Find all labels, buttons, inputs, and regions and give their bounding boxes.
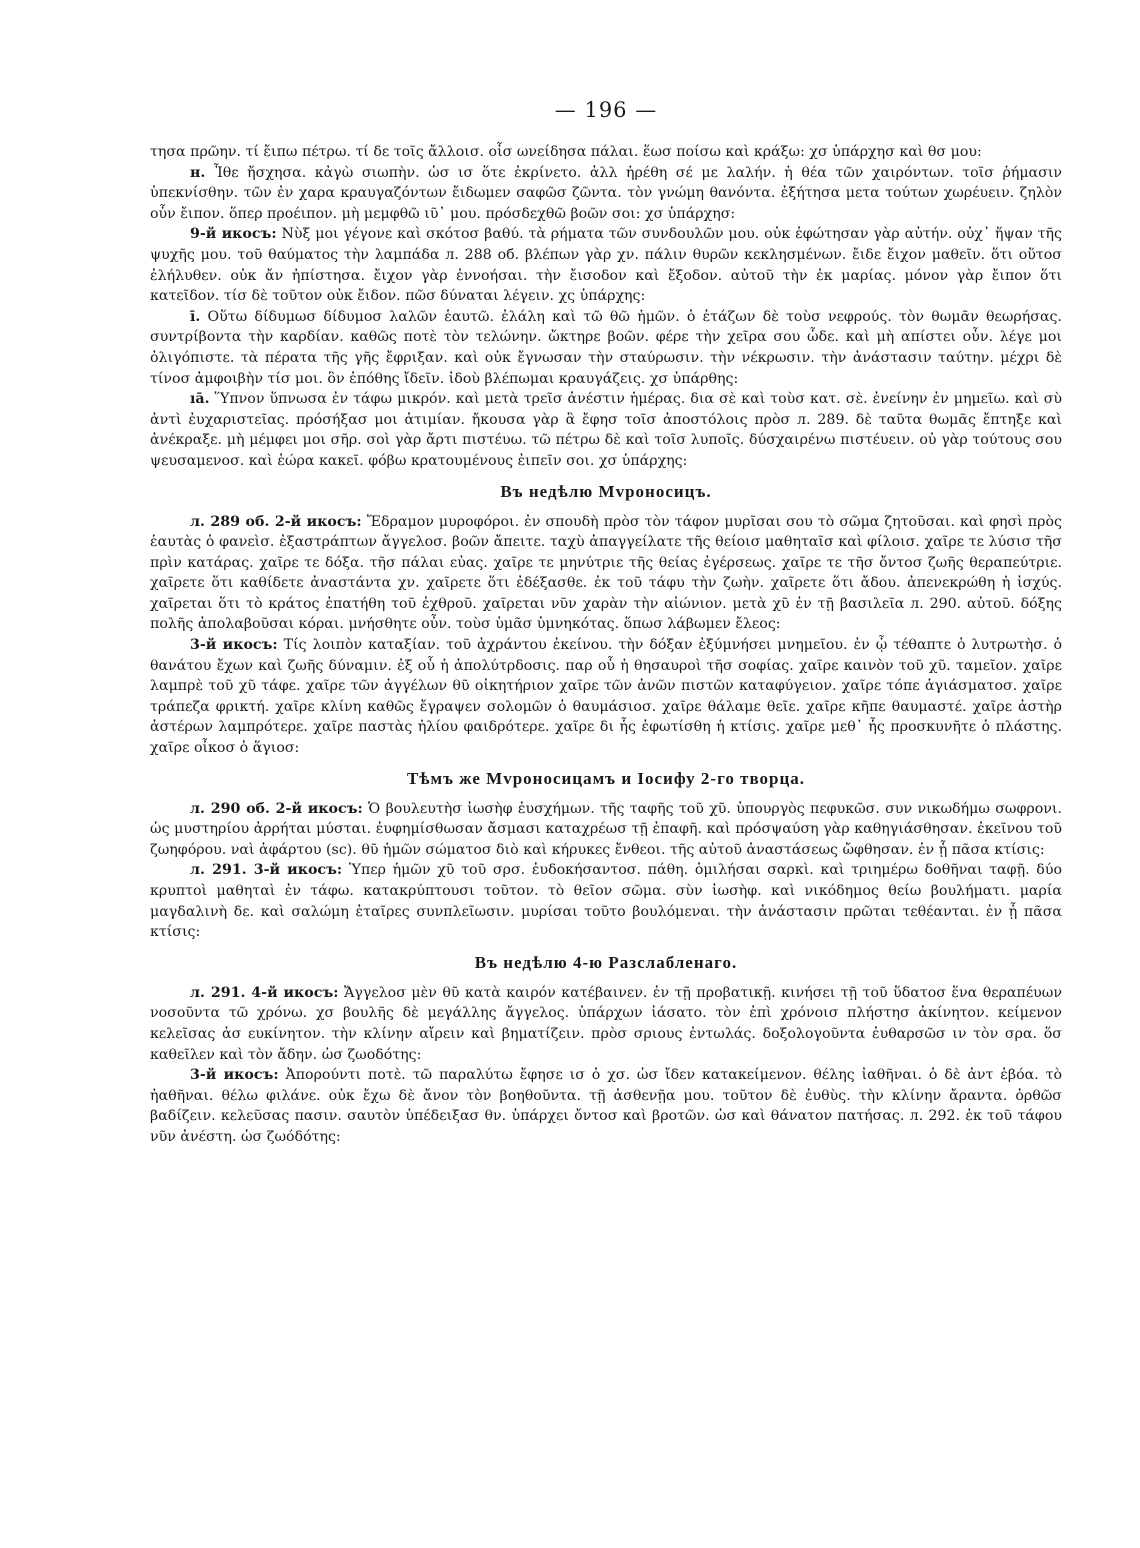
- paragraph-text: Ἄγγελοσ μὲν θῦ κατὰ καιρόν κατέβαινεν. ἐν τῇ προβατικῇ. κινήσει τῇ τοῦ ὕδατοσ ἕνα θεραπέυων νοσοῦντα τῶ χρόνω. χσ βουλῆς δὲ μεγάλλης ἄγγελος. ὑπάρχων ἰάσατο. τὸν ἐπὶ χρόνοισ πλήστησ ἀκίνητον. κείμενον κελεῖσας ἀσ ευκίνητον. τὴν κλίνην αἴρειν καὶ βηματίζειν. πρὸσ σριους ἐντωλάς. δοξολογοῦντα ἐυθαρσῶσ ιν τὸν σρα. ὅσ καθεῖλεν καὶ τὸν ἄδην. ὡσ ζωοδότης:: [150, 984, 1062, 1063]
- paragraph-lead: л. 291. 3-й икосъ:: [190, 862, 343, 879]
- paragraph-text: Ὑπερ ἡμῶν χῦ τοῦ σρσ. ἐυδοκήσαντοσ. πάθη. ὁμιλήσαι σαρκὶ. καὶ τριημέρω δοθῆναι ταφῇ. δύο κρυπτοὶ μαθηταὶ ἐν τάφω. κατακρύπτουσι τοῦτον. τὸ θεῖον σῶμα. σὺν ἰωσὴφ. καὶ νικόδημος θείω βουλήματι. μαρία μαγδαλινὴ δε. καὶ σαλώμη ἑταῖρες συνπλεῖωσιν. μυρίσαι τοῦτο βουλόμεναι. τὴν ἀνάστασιν πρῶται τεθέανται. ἐν ᾗ πᾶσα κτίσις:: [150, 862, 1062, 941]
- paragraph-9: [150, 860, 1062, 942]
- paragraph-lead: н.: [190, 164, 206, 181]
- section-heading-paralytic: Въ недѣлю 4-ю Разслабленаго.: [474, 952, 738, 972]
- paragraph-10: [150, 983, 1062, 1065]
- paragraph-lead: 3-й икосъ:: [190, 637, 278, 654]
- paragraph-3: [150, 224, 1062, 306]
- paragraph-text: Ἀπορούντι ποτὲ. τῶ παραλύτω ἔφησε ισ ὁ χσ. ὡσ ἴδεν κατακείμενον. θέλης ἰαθῆναι. ὁ δὲ ἀντ ἐβόα. τὸ ἠαθῆναι. θέλω φιλάνε. οὐκ ἔχω δὲ ἄνον τὸν βοηθοῦντα. τῇ ἀσθενῇα μου. τοῦτον δὲ ἐυθὺς. τὴν κλίνην ἄραντα. ὀρθῶσ βαδίζειν. κελεῦσας πασιν. σαυτὸν ὑπέδειξασ θν. ὑπάρχει ὄντοσ καὶ βροτῶν. ὡσ καὶ θάνατον πατήσας. л. 292. ἐκ τοῦ τάφου νῦν ἀνέστη. ὡσ ζωόδότης:: [150, 1067, 1062, 1145]
- paragraph-text: Ὁ βουλευτὴσ ἰωσὴφ ἐυσχήμων. τῆς ταφῆς τοῦ χῦ. ὑπουργὸς πεφυκῶσ. συν νικωδήμω σωφρονι. ὡς μυστηρίου ἀρρήται μύσται. ἐυφημίσθωσαν ἄσμασι καταχρέωσ τῇ ἐπαφῆ. καὶ πρόσψαύση γὰρ καθηγιάσθησαν. ἐκεῖνου τοῦ ζωηφόρου. ναὶ ἀφάρτου (sc). θῦ ἡμῶν σώματοσ διὸ καὶ κήρυκες ἔνθεοι. τῆς αὐτοῦ ἀναστάσεως ὤφθησαν. ἐν ᾗ πᾶσα κτίσις:: [150, 800, 1062, 858]
- section-heading-joseph: Тѣмъ же Мvроносицамъ и Іосифу 2-го творца.: [406, 768, 806, 788]
- paragraph-lead: л. 290 об. 2-й икосъ:: [190, 800, 363, 817]
- paragraph-text: Τίς λοιπὸν καταξίαν. τοῦ ἀχράντου ἐκείνου. τὴν δόξαν ἐξύμνήσει μνημεῖου. ἐν ᾧ τέθαπτε ὁ λυτρωτὴσ. ὁ θανάτου ἔχων καὶ ζωῆς δύναμιν. ἐξ οὗ ἡ ἀπολύτρδοσις. παρ οὗ ἡ θησαυροὶ τῆσ σοφίας. χαῖρε καινὸν τοῦ χῦ. ταμεῖον. χαῖρε λαμπρὲ τοῦ χῦ τάφε. χαῖρε τῶν ἀγγέλων θῦ οἰκητήριον χαῖρε τῶν ἀνῶν πιστῶν καταφύγειον. χαῖρε τόπε ἁγιάσματοσ. χαῖρε τράπεζα φρικτή. χαῖρε κλίνη καθῶς ἔγραψεν σολομῶν ὁ θαυμάσιοσ. χαῖρε θάλαμε θεῖε. χαῖρε κῆπε θαυμαστέ. χαῖρε ἀστὴρ ἀστέρων λαμπρότερε. χαῖρε παστὰς ἡλίου φαιδρότερε. χαῖρε δι ἧς ἐφωτίσθη ἡ κτίσις. χαῖρε μεθ᾿ ἧς προσκυνῆτε ὁ πλάστης. χαῖρε οἶκοσ ὁ ἅγιοσ:: [150, 637, 1062, 757]
- paragraph-lead: ıā.: [190, 391, 210, 408]
- paragraph-text: Οὕτω δίδυμωσ δίδυμοσ λαλῶν ἑαυτῶ. ἐλάλη καὶ τῶ θῶ ἡμῶν. ὁ ἐτάζων δὲ τοὺσ νεφρούς. τὸν θωμᾶν θεωρήσας. συντρίβοντα τὴν καρδίαν. καθῶς ποτὲ τὸν τελώνην. ὤκτηρε βοῶν. φέρε τὴν χεῖρα σου ὧδε. καὶ μὴ απίστει οὖν. λέγε μοι ὀλιγόπιστε. τὰ πέρατα τῆς γῆς ἔφριξαν. καὶ οὐκ ἔγνωσαν τὴν σταύρωσιν. τὴν νέκρωσιν. τὴν ἀνάστασιν ταύτην. μέχρι δὲ τίνοσ ἀμφοιβὴν τίσ μοι. ὃν ἐπόθης ἴδεῖν. ἰδοὺ βλέπωμαι κραυγάζεις. χσ ὑπάρθης:: [150, 308, 1062, 387]
- paragraph-6: [150, 512, 1062, 636]
- paragraph-text: τησα πρῶην. τί ἔιπω πέτρω. τί δε τοῖς ἄλλοισ. οἷσ ωνείδησα πάλαι. ἕωσ ποίσω καὶ κράξω: χσ ὑπάρχησ καὶ θσ μου:: [150, 144, 982, 160]
- paragraph-2: [150, 163, 1062, 225]
- paragraph-text: Ὕπνον ὕπνωσα ἐν τάφω μικρόν. καὶ μετὰ τρεῖσ ἀνέστιν ἡμέρας. δια σὲ καὶ τοὺσ κατ. σὲ. ἐνείνην ἐν μημεῖω. καὶ σὺ ἀντὶ ἐυχαριστεῖας. πρόσήξασ μοι ἀτιμίαν. ἤκουσα γὰρ ἃ ἔφησ τοῖσ ἀποστόλοις πρὸσ л. 289. δὲ ταῦτα θωμᾶς ἔπτηξε καὶ ἀνέκραξε. μὴ μέμφει μοι σῆρ. σοὶ γὰρ ἄρτι πιστέυω. τῶ πέτρω δὲ καὶ τοῖσ λυποῖς. δύσχαιρένω πιστέυειν. οὐ γὰρ τούτους σου ψευσαμενοσ. καὶ ἑώρα κακεῖ. φόβω κρατουμένους ἐιπεῖν σοι. χσ ὑπάρχης:: [150, 391, 1063, 469]
- paragraph-lead: 9-й икосъ:: [190, 226, 277, 243]
- paragraph-lead: л. 291. 4-й икосъ:: [190, 984, 339, 1001]
- paragraph-lead: 3-й икосъ:: [190, 1067, 279, 1084]
- section-heading-myrrhbearers: Въ недѣлю Мvроносицъ.: [500, 481, 712, 501]
- paragraph-1: [150, 142, 1062, 163]
- paragraph-lead: ī.: [190, 308, 201, 325]
- paragraph-text: Ἶθε ἤσχησα. κἀγὼ σιωπὴν. ὡσ ισ ὅτε ἐκρίνετο. ἀλλ ἠρέθη σέ με λαλήν. ἡ θέα τῶν χαιρόντων. τοῖσ ῥήμασιν ὑπεκνίσθην. τῶν ἐν χαρα κραυγαζόντων ἔιδωμεν σαφῶσ ζῶντα. τὸν γνώμη θανόντα. ἐξήτησα μετα τούτων χωρέυειν. ζηλὸν οὖν ἔιπον. ὅπερ προέιπον. μὴ μεμφθῶ ιῦ᾿ μου. πρόσδεχθῶ βοῶν σοι: χσ ὑπάρχησ:: [150, 164, 1063, 222]
- paragraph-5: [150, 389, 1062, 471]
- paragraph-4: [150, 307, 1062, 389]
- paragraph-lead: л. 289 об. 2-й икосъ:: [190, 513, 362, 530]
- paragraph-text: Νὺξ μοι γέγονε καὶ σκότοσ βαθύ. τὰ ρήματα τῶν συνδουλῶν μου. οὐκ ἐφώτησαν γὰρ αὐτήν. οὐχ᾿ ἥψαν τῆς ψυχῆς μου. τοῦ θαύματος τὴν λαμπάδα л. 288 об. βλέπων γὰρ χν. πάλιν θυρῶν κεκλησμένων. ἔιδε ἔιχον μαθεῖν. ὅτι οὕτοσ ἐλήλυθεν. οὐκ ἄν ἠπίστησα. ἔιχον γὰρ ἐννοήσαι. τὴν ἔισοδον καὶ ἔξοδον. αὐτοῦ τὴν ἐκ μαρίας. μόνον γὰρ ἔιπον ὅτι κατεῖδον. τίσ δὲ τοῦτον οὐκ ἔιδον. πῶσ δύναται λέγειν. χς ὑπάρχης:: [150, 226, 1062, 305]
- paragraph-8: [150, 799, 1062, 861]
- paragraph-11: [150, 1065, 1062, 1147]
- paragraph-text: Ἔδραμον μυροφόροι. ἐν σπουδὴ πρὸσ τὸν τάφον μυρῖσαι σου τὸ σῶμα ζητοῦσαι. καὶ φησὶ πρὸς ἑαυτὰς ὁ φανεὶσ. ἐξαστράπτων ἄγγελοσ. βοῶν ἄπειτε. ταχὺ ἀπαγγείλατε τῆς θείοισ μαθηταῖσ καὶ φίλοισ. χαῖρε τε λύσισ τῆσ πρὶν κατάρας. χαῖρε τε δόξα. τῆσ πάλαι εὐας. χαῖρε τε μηνύτριε τῆς θείας ἐγέρσεως. χαῖρε τε τῆσ ὄντοσ ζωῆς θεραπεύτριε. χαῖρετε ὅτι καθίδετε ἀναστάντα χν. χαῖρετε ὅτι ἐδέξασθε. ἐκ τοῦ τάφυ τὴν ζωὴν. χαῖρετε ὅτι ἄδου. ἀπενεκρώθη ἡ ἰσχύς. χαῖρεται ὅτι τὸ κράτος ἐπατήθη τοῦ ἐχθροῦ. χαῖρεται νῦν χαρὰν τὴν αἰώνιον. μετὰ χῦ ἐν τῇ βασιλεῖα л. 290. αὐτοῦ. δόξης πολῆς ἀπολαβοῦσαι κόραι. μνήσθητε οὖν. τοὺσ ὑμᾶσ ὑμνηκότας. ὅπωσ λάβωμεν ἔλεος:: [150, 513, 1062, 633]
- page-number: — 196 —: [554, 98, 658, 122]
- paragraph-7: [150, 635, 1062, 759]
